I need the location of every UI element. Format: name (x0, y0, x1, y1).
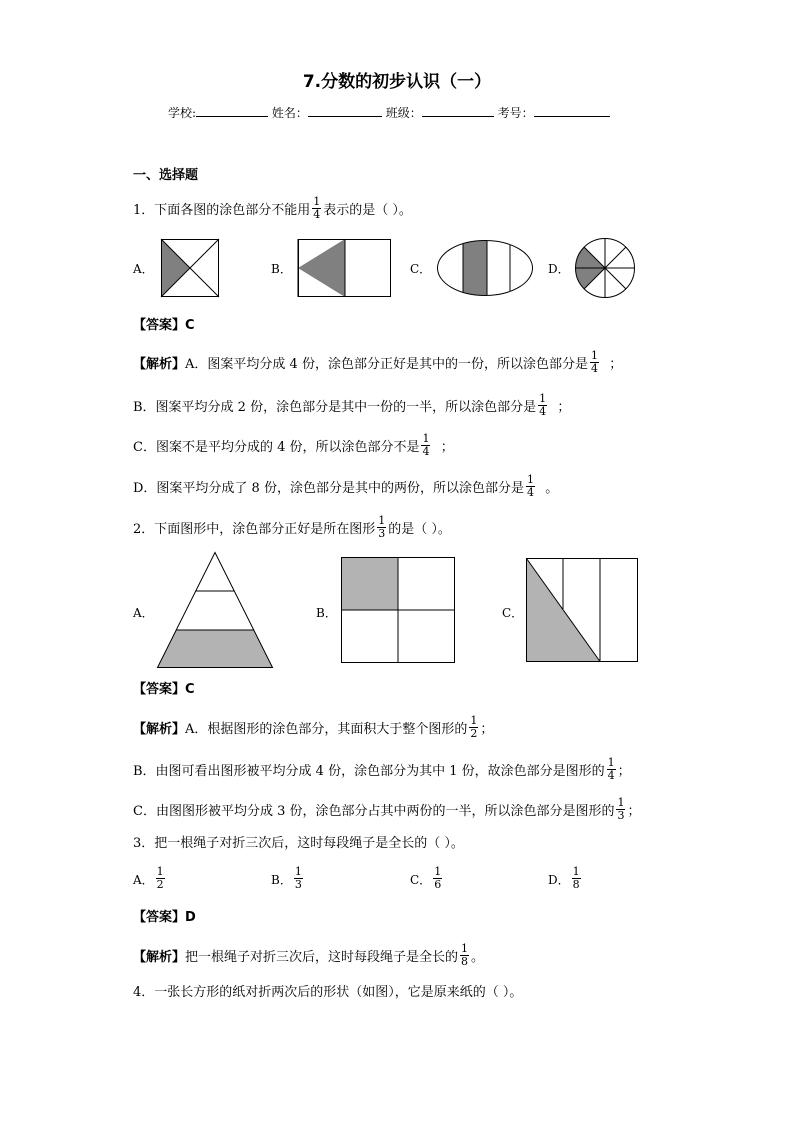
name-blank[interactable] (308, 104, 382, 117)
q4-stem: 4．一张长方形的纸对折两次后的形状（如图），它是原来纸的（ ）。 (133, 985, 523, 1000)
fraction-numerator: 1 (378, 514, 386, 527)
fraction-denominator: 4 (313, 208, 321, 221)
q2-b-shaded-square (342, 558, 399, 610)
q3-answer-text: 【答案】D (133, 910, 196, 925)
analysis-tag: 【解析】 (133, 722, 186, 737)
fraction-numerator: 1 (434, 865, 442, 878)
option-label: D． (548, 873, 570, 887)
analysis-text: D．图案平均分成了 8 份，涂色部分是其中的两份，所以涂色部分是 (133, 481, 524, 496)
fraction-numerator: 1 (294, 865, 302, 878)
q2-stem-tail: 的是（ ）。 (388, 522, 451, 537)
analysis-tail: 。 (545, 481, 559, 496)
fraction-numerator: 1 (539, 392, 547, 405)
analysis-tail: ； (440, 440, 454, 455)
q2-a-shaded-trapezoid (158, 630, 273, 668)
school-blank[interactable] (196, 104, 268, 117)
fraction-numerator: 1 (572, 865, 580, 878)
q1-stem-fraction (312, 196, 321, 221)
fraction-numerator: 1 (313, 195, 321, 208)
q1-figure-d (575, 238, 635, 298)
analysis-tail: ； (557, 400, 571, 415)
analysis-fraction (616, 797, 625, 822)
fraction-denominator: 2 (156, 878, 164, 891)
q3-option-a (133, 865, 167, 893)
analysis-fraction (538, 393, 547, 418)
q1-option-d-label: D． (548, 262, 570, 276)
q2-analysis-a (133, 714, 494, 742)
analysis-fraction (460, 943, 469, 968)
analysis-text: B．由图可看出图形被平均分成 4 份，涂色部分为其中 1 份，故涂色部分是图形的 (133, 764, 605, 779)
analysis-tail: ； (480, 722, 494, 737)
q1-analysis-b (133, 392, 571, 420)
analysis-text: A．图案平均分成 4 份，涂色部分正好是其中的一份，所以涂色部分是 (185, 357, 588, 372)
q2-analysis-b (133, 756, 631, 784)
exam-number-blank[interactable] (534, 104, 610, 117)
option-label: B． (271, 873, 292, 887)
q2-figure-b (341, 557, 455, 663)
q1-a-shaded-triangle (161, 239, 190, 297)
analysis-tag: 【解析】 (133, 357, 186, 372)
name-label: 姓名： (271, 106, 308, 120)
q1-answer (133, 318, 195, 334)
fraction-denominator: 6 (434, 878, 442, 891)
fraction-denominator: 4 (607, 769, 615, 782)
q1-option-a-label: A． (133, 262, 154, 276)
q1-stem (133, 195, 412, 223)
option-fraction (572, 866, 581, 891)
fraction-numerator: 1 (617, 796, 625, 809)
analysis-fraction (607, 757, 616, 782)
fraction-denominator: 8 (461, 955, 469, 968)
class-blank[interactable] (422, 104, 494, 117)
student-info-row (168, 104, 610, 121)
q2-stem-fraction (377, 515, 386, 540)
q1-b-shaded-triangle (298, 239, 345, 297)
fraction-denominator: 3 (617, 809, 625, 822)
q3-option-c (410, 865, 444, 893)
option-fraction (294, 866, 303, 891)
fraction-numerator: 1 (526, 473, 534, 486)
fraction-denominator: 4 (422, 445, 430, 458)
fraction-numerator: 1 (590, 349, 598, 362)
fraction-denominator: 4 (526, 486, 534, 499)
analysis-fraction (421, 433, 430, 458)
fraction-numerator: 1 (156, 865, 164, 878)
analysis-text: 把一根绳子对折三次后，这时每段绳子是全长的 (185, 950, 459, 965)
q1-option-b-label: B． (271, 262, 292, 276)
analysis-tail: ； (609, 357, 623, 372)
page-title: 7.分数的初步认识（一） (302, 72, 492, 92)
analysis-text: C．由图图形被平均分成 3 份，涂色部分占其中两份的一半，所以涂色部分是图形的 (133, 804, 615, 819)
analysis-tail: ； (627, 804, 641, 819)
q2-option-c-label: C． (502, 606, 524, 620)
q3-stem: 3．把一根绳子对折三次后，这时每段绳子是全长的（ ）。 (133, 836, 464, 851)
q1-c-shaded-band (463, 240, 487, 296)
section-heading: 一、选择题 (133, 168, 199, 183)
option-fraction (433, 866, 442, 891)
q1-analysis-a (133, 349, 623, 377)
q1-analysis-c (133, 432, 454, 460)
q2-figure-c (526, 558, 638, 662)
fraction-numerator: 1 (461, 942, 469, 955)
fraction-numerator: 1 (607, 756, 615, 769)
q1-figure-c (437, 240, 533, 296)
q3-analysis (133, 942, 485, 970)
q1-stem-tail: 表示的是（ ）。 (323, 203, 412, 218)
analysis-text: A．根据图形的涂色部分，其面积大于整个图形的 (185, 722, 468, 737)
q1-figure-b (298, 239, 391, 297)
school-label: 学校: (168, 106, 197, 120)
fraction-denominator: 2 (470, 727, 478, 740)
exam-number-label: 考号： (497, 106, 534, 120)
fraction-numerator: 1 (422, 432, 430, 445)
q2-stem (133, 514, 451, 542)
q2-answer (133, 682, 195, 698)
q3-answer (133, 910, 196, 926)
fraction-denominator: 4 (539, 405, 547, 418)
q2-analysis-c (133, 796, 641, 824)
q1-figure-a (161, 239, 219, 297)
option-label: C． (410, 873, 432, 887)
analysis-tail: 。 (471, 950, 485, 965)
class-label: 班级： (385, 106, 422, 120)
analysis-tail: ； (617, 764, 631, 779)
analysis-fraction (526, 474, 535, 499)
fraction-denominator: 8 (572, 878, 580, 891)
q1-stem-text: 1．下面各图的涂色部分不能用 (133, 203, 311, 218)
analysis-fraction (469, 715, 478, 740)
fraction-denominator: 4 (590, 362, 598, 375)
option-fraction (156, 866, 165, 891)
q2-option-b-label: B． (316, 606, 337, 620)
analysis-text: B．图案平均分成 2 份，涂色部分是其中一份的一半，所以涂色部分是 (133, 400, 537, 415)
q2-answer-text: 【答案】C (133, 682, 195, 697)
fraction-numerator: 1 (470, 714, 478, 727)
analysis-text: C．图案不是平均分成的 4 份，所以涂色部分不是 (133, 440, 420, 455)
q2-figure-a (157, 552, 273, 668)
q1-option-c-label: C． (410, 262, 432, 276)
q2-stem-text: 2．下面图形中，涂色部分正好是所在图形 (133, 522, 376, 537)
q1-analysis-d (133, 473, 559, 501)
fraction-denominator: 3 (294, 878, 302, 891)
option-label: A． (133, 873, 154, 887)
q2-option-a-label: A． (133, 606, 154, 620)
fraction-denominator: 3 (378, 527, 386, 540)
q1-answer-text: 【答案】C (133, 318, 195, 333)
q3-option-b (271, 865, 305, 893)
analysis-fraction (590, 350, 599, 375)
analysis-tag: 【解析】 (133, 950, 186, 965)
q3-option-d (548, 865, 583, 893)
